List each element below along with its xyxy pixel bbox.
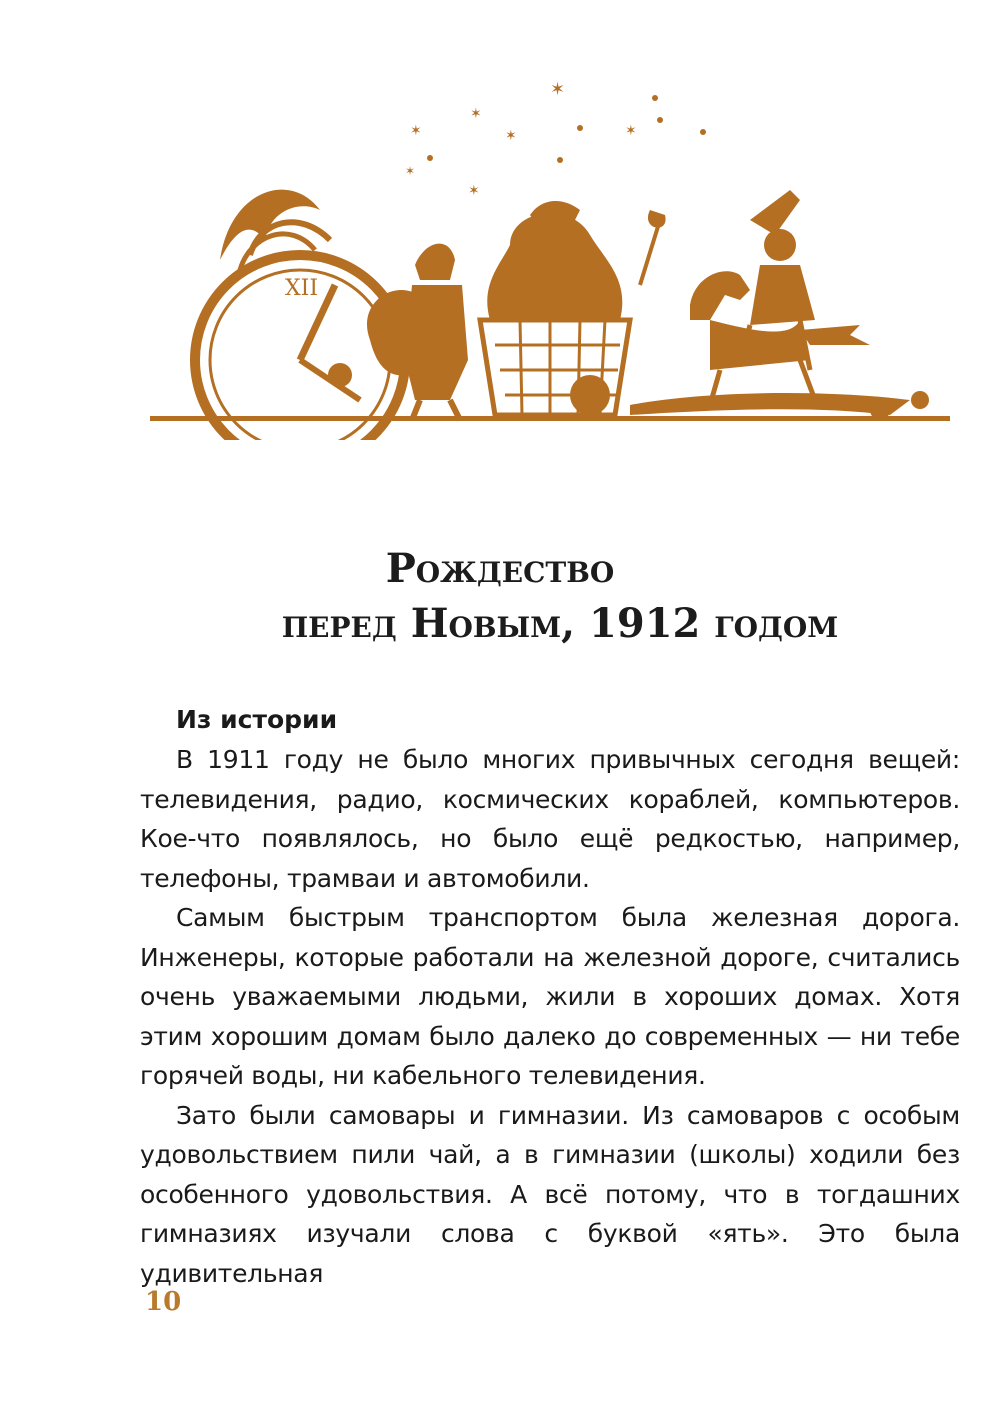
history-section <box>140 700 960 1293</box>
title-line-2: перед Новым, 1912 годом <box>281 600 839 647</box>
svg-text:✶: ✶ <box>468 183 480 199</box>
paragraph-1: В 1911 году не было многих привычных сегодня вещей: телевидения, радио, космических кораблей, компьютеров. Кое-что появлялось, но было ещё редкостью, например, телефоны, трамваи и автомобили. <box>140 745 960 893</box>
title-line-1: Рождество <box>385 545 615 592</box>
svg-text:✶: ✶ <box>505 128 517 144</box>
svg-text:XII: XII <box>285 276 319 301</box>
illustration-drawing <box>150 70 950 440</box>
svg-text:✶: ✶ <box>550 79 566 100</box>
svg-text:✶: ✶ <box>625 123 637 139</box>
christmas-scene-illustration <box>150 70 950 440</box>
svg-text:✶: ✶ <box>470 106 482 122</box>
paragraph-2: Самым быстрым транспортом была железная дорога. Инженеры, которые работали на железной дороге, считались очень уважаемыми людьми, жили в хороших домах. Хотя этим хорошим домам было далеко до современных — ни тебе горячей воды, ни кабельного телевидения. <box>140 903 960 1090</box>
svg-text:✶: ✶ <box>410 123 422 139</box>
section-subheading: Из истории <box>176 705 338 734</box>
svg-text:✶: ✶ <box>405 164 416 178</box>
paragraph-3: Зато были самовары и гимназии. Из самоваров с особым удовольствием пили чай, а в гимназии (школы) ходили без особенного удовольствия. А всё потому, что в тогдашних гимназиях изучали слова с буквой «ять». Это была удивительная <box>140 1100 960 1288</box>
page-number: 10 <box>145 1287 182 1317</box>
